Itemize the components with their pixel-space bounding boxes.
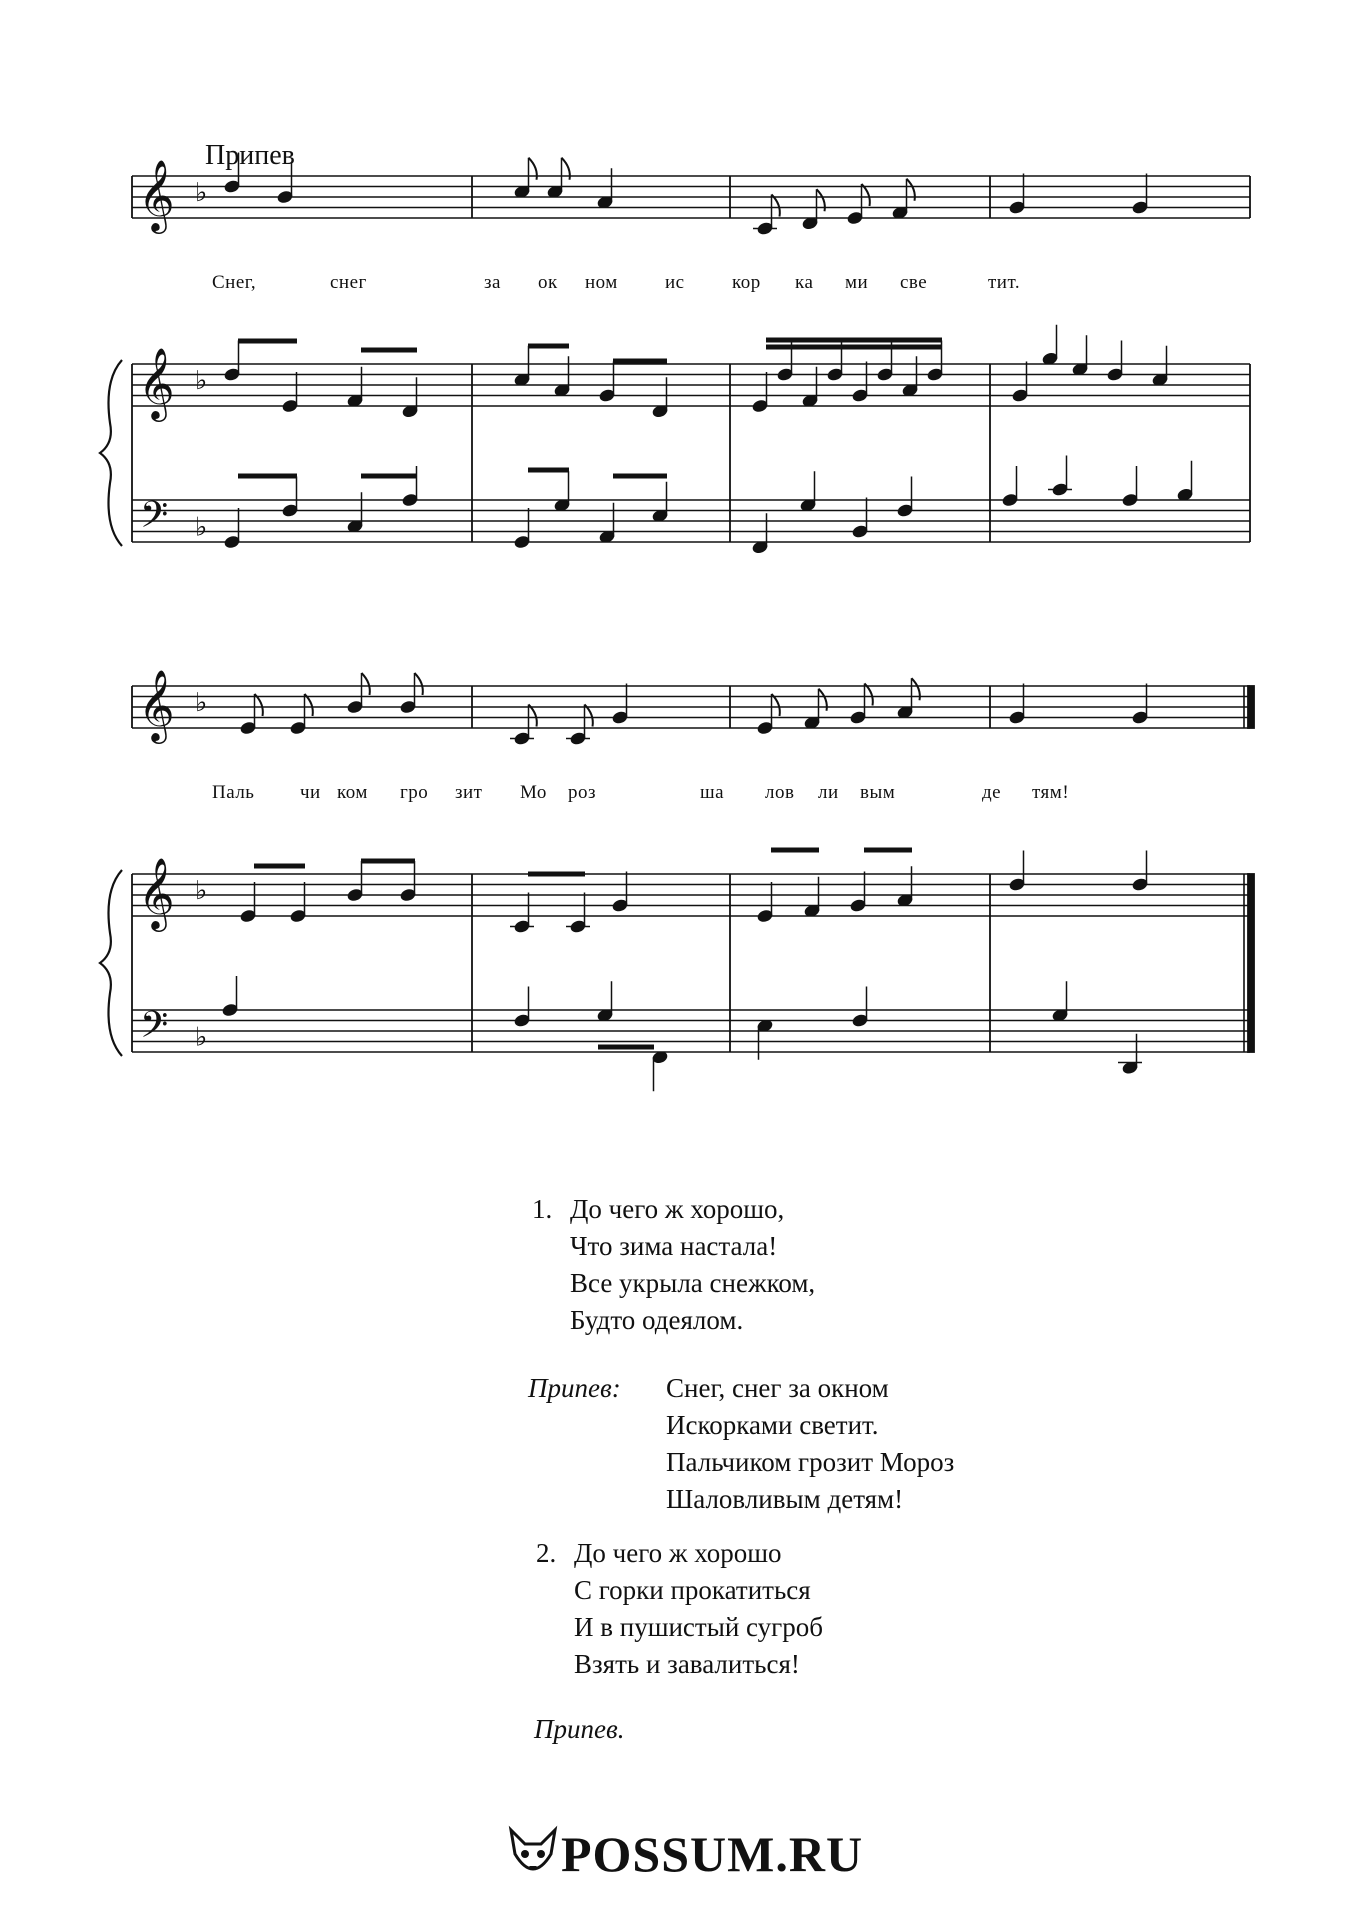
beam xyxy=(361,474,417,479)
note xyxy=(289,694,313,736)
note xyxy=(346,861,364,903)
note xyxy=(1051,981,1069,1023)
key-signature-flat: ♭ xyxy=(195,1022,208,1053)
note xyxy=(651,1050,669,1092)
verse-1-line-2: Что зима настала! xyxy=(570,1231,778,1261)
note xyxy=(566,893,590,935)
lyric-syllable: лов xyxy=(765,782,795,803)
note xyxy=(851,498,869,540)
beam xyxy=(864,848,912,853)
note xyxy=(1011,362,1029,404)
note xyxy=(346,367,364,409)
note xyxy=(1041,325,1059,367)
lyric-syllable: чи xyxy=(300,782,321,803)
beam xyxy=(254,864,305,869)
note xyxy=(596,981,614,1023)
note xyxy=(281,372,299,414)
possum-icon xyxy=(505,1824,561,1884)
note xyxy=(598,503,616,545)
beam xyxy=(361,859,415,864)
note xyxy=(611,684,629,726)
note xyxy=(1001,466,1019,508)
note xyxy=(896,477,914,519)
lyric-syllable: зит xyxy=(455,782,483,803)
final-barline xyxy=(1248,686,1254,728)
verse-1-line-3: Все укрыла снежком, xyxy=(570,1268,816,1298)
note xyxy=(756,694,780,736)
note xyxy=(513,987,531,1029)
lyric-syllable: све xyxy=(900,272,928,293)
note xyxy=(346,492,364,534)
key-signature-flat: ♭ xyxy=(195,876,208,906)
note xyxy=(751,372,769,414)
treble-clef: 𝄞 xyxy=(138,346,175,419)
note xyxy=(1151,346,1169,388)
lyric-syllable: ша xyxy=(700,782,725,803)
note xyxy=(651,377,669,419)
lyric-syllable: тит. xyxy=(988,272,1021,293)
beam xyxy=(528,468,569,473)
refrain-line-3: Пальчиком грозит Мороз xyxy=(666,1447,955,1477)
verse-2-number: 2. xyxy=(536,1538,557,1568)
final-barline xyxy=(1248,874,1254,1052)
note xyxy=(851,362,869,404)
lyric-syllable: Мо xyxy=(520,782,547,803)
note xyxy=(651,482,669,524)
note xyxy=(598,362,616,404)
beam xyxy=(528,344,569,349)
note xyxy=(901,356,919,398)
lyric-syllable: ми xyxy=(845,272,869,293)
lyric-syllable: снег xyxy=(330,272,367,293)
lyric-syllable: роз xyxy=(568,782,597,803)
piano-brace xyxy=(100,360,122,546)
note xyxy=(281,477,299,519)
note xyxy=(546,158,570,200)
lyric-syllable: кор xyxy=(732,272,761,293)
note xyxy=(1121,466,1139,508)
note xyxy=(1118,1034,1142,1076)
note xyxy=(1008,174,1026,216)
note xyxy=(566,705,593,747)
note xyxy=(223,341,241,383)
verse-1-line-1: До чего ж хорошо, xyxy=(570,1194,785,1224)
note xyxy=(1176,461,1194,503)
key-signature-flat: ♭ xyxy=(195,688,208,718)
refrain-line-1: Снег, снег за окном xyxy=(666,1373,889,1403)
note xyxy=(289,882,307,924)
note xyxy=(751,513,769,555)
lyric-syllable: ок xyxy=(538,272,558,293)
note xyxy=(611,872,629,914)
note xyxy=(801,367,819,409)
beam xyxy=(766,345,942,350)
logo-text: POSSUM.RU xyxy=(561,1826,864,1882)
note xyxy=(553,471,571,513)
note xyxy=(896,678,920,720)
note xyxy=(799,471,817,513)
refrain-line-4: Шаловливым детям! xyxy=(666,1484,904,1514)
beam xyxy=(613,474,667,479)
key-signature-flat: ♭ xyxy=(195,366,208,396)
verse-2-line-2: С горки прокатиться xyxy=(574,1575,811,1605)
note xyxy=(851,987,869,1029)
note xyxy=(221,976,239,1018)
refrain-label: Припев: xyxy=(528,1373,621,1403)
lyric-syllable: Снег, xyxy=(212,272,257,293)
lyric-syllable: гро xyxy=(400,782,429,803)
final-refrain-label: Припев. xyxy=(534,1714,625,1744)
verse-1-number: 1. xyxy=(532,1194,553,1224)
beam xyxy=(766,338,942,343)
note xyxy=(513,346,531,388)
note xyxy=(801,189,825,231)
treble-clef: 𝄞 xyxy=(138,158,175,231)
lyric-syllable: ном xyxy=(585,272,618,293)
note xyxy=(891,179,915,221)
possum-logo[interactable] xyxy=(505,1824,863,1884)
note xyxy=(346,673,370,715)
note xyxy=(1048,456,1072,498)
note xyxy=(401,466,419,508)
lyric-syllable: де xyxy=(982,782,1002,803)
treble-clef: 𝄞 xyxy=(138,856,175,929)
lyric-syllable: ис xyxy=(665,272,685,293)
key-signature-flat: ♭ xyxy=(195,512,208,543)
key-signature-flat: ♭ xyxy=(195,178,208,208)
note xyxy=(1131,174,1149,216)
beam xyxy=(238,474,297,479)
lyric-syllable: ка xyxy=(795,272,814,293)
beam xyxy=(771,848,819,853)
verse-2-line-1: До чего ж хорошо xyxy=(574,1538,782,1568)
braces xyxy=(100,360,122,1056)
lyric-syllable: ком xyxy=(337,782,368,803)
verse-2-line-4: Взять и завалиться! xyxy=(574,1649,800,1679)
verse-2-line-3: И в пушистый сугроб xyxy=(574,1612,823,1642)
note xyxy=(401,377,419,419)
note xyxy=(239,694,263,736)
note xyxy=(510,893,534,935)
bass-clef: 𝄢 xyxy=(140,494,169,545)
section-label: Припев xyxy=(205,140,295,171)
note xyxy=(1071,335,1089,377)
notes xyxy=(221,153,1194,1092)
lyric-syllable: Паль xyxy=(212,782,255,803)
note xyxy=(513,508,531,550)
beam xyxy=(613,359,667,364)
note xyxy=(510,705,537,747)
note xyxy=(513,158,537,200)
lyric-syllable: ли xyxy=(818,782,839,803)
beam xyxy=(598,1045,654,1050)
note xyxy=(1131,851,1149,893)
note xyxy=(803,877,821,919)
note xyxy=(223,153,241,195)
note xyxy=(846,184,870,226)
note xyxy=(399,861,417,903)
lyric-syllable: за xyxy=(484,272,501,293)
note xyxy=(1131,684,1149,726)
note xyxy=(1008,684,1026,726)
piano-brace xyxy=(100,870,122,1056)
note xyxy=(896,866,914,908)
lyric-syllable: тям! xyxy=(1032,782,1070,803)
note xyxy=(239,882,257,924)
note xyxy=(756,882,774,924)
note xyxy=(756,1018,774,1060)
verse-1-line-4: Будто одеялом. xyxy=(570,1305,744,1335)
note xyxy=(1008,851,1026,893)
note xyxy=(276,163,294,205)
beam xyxy=(238,339,297,344)
beam xyxy=(361,348,417,353)
clefs xyxy=(138,158,207,1055)
treble-clef: 𝄞 xyxy=(138,668,175,741)
note xyxy=(1106,341,1124,383)
note xyxy=(553,356,571,398)
note xyxy=(803,689,827,731)
lyric-syllable: вым xyxy=(860,782,896,803)
note xyxy=(399,673,423,715)
refrain-line-2: Искорками светит. xyxy=(666,1410,879,1440)
bass-clef: 𝄢 xyxy=(140,1004,169,1055)
note xyxy=(223,508,241,550)
note xyxy=(753,195,780,237)
note xyxy=(849,872,867,914)
beam xyxy=(528,872,585,877)
note xyxy=(596,168,614,210)
note xyxy=(849,684,873,726)
